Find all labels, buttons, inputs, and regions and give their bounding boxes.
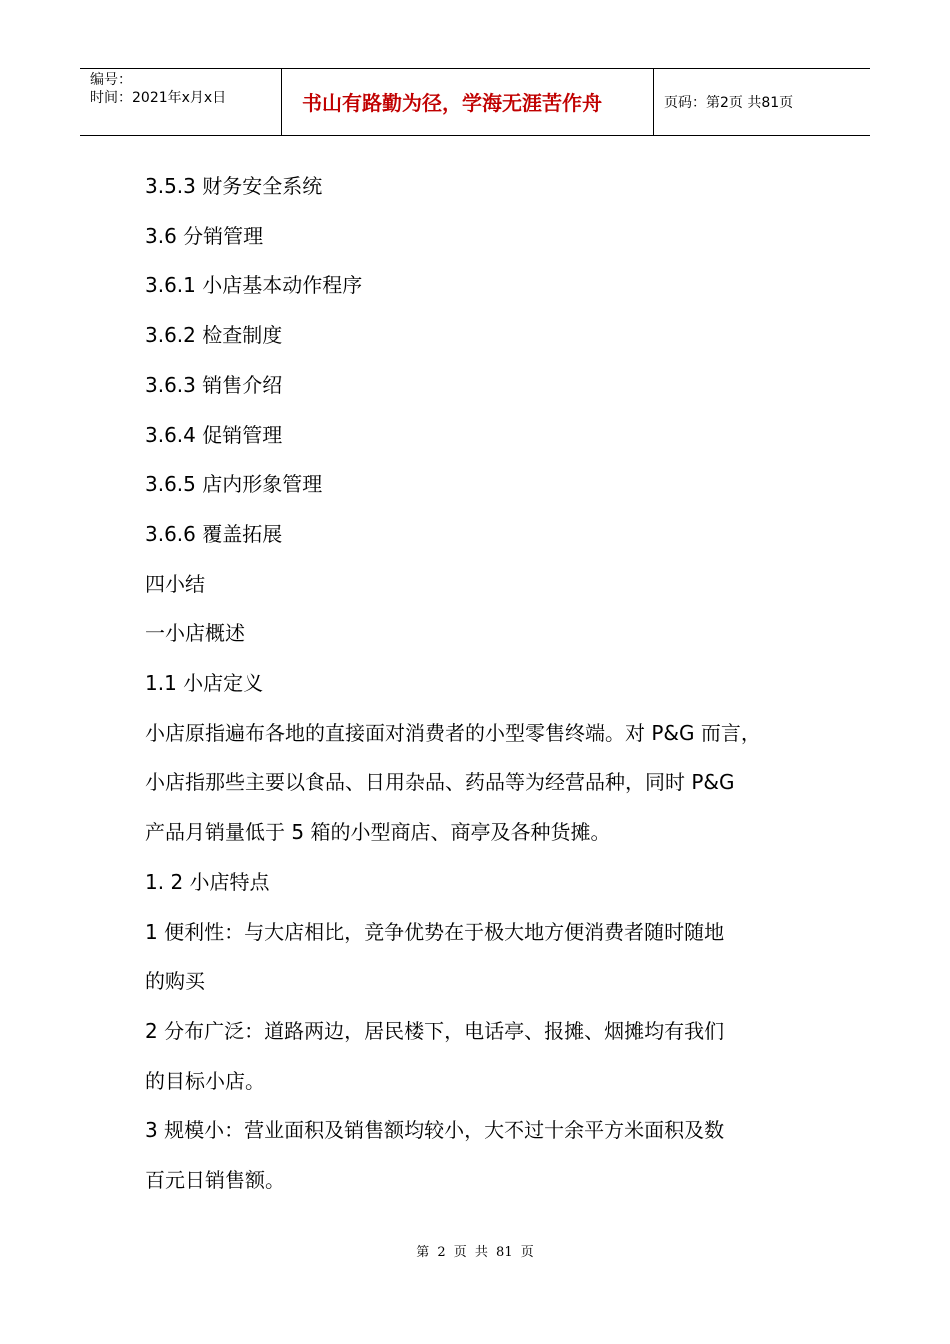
body-line: 3.6.6 覆盖拓展 <box>145 521 283 546</box>
body-line: 1 便利性：与大店相比，竞争优势在于极大地方便消费者随时随地 <box>145 919 725 944</box>
body-line: 3.6.5 店内形象管理 <box>145 472 323 497</box>
page-header <box>80 68 870 136</box>
body-line: 3.6.1 小店基本动作程序 <box>145 273 363 298</box>
page-footer: 第 2 页 共 81 页 <box>416 1245 534 1260</box>
header-motto: 书山有路勤为径，学海无涯苦作舟 <box>302 91 602 115</box>
document-body <box>145 162 825 1206</box>
body-line: 小店原指遍布各地的直接面对消费者的小型零售终端。对 P&G 而言， <box>145 720 761 745</box>
body-line: 1. 2 小店特点 <box>145 869 270 894</box>
body-line: 3 规模小：营业面积及销售额均较小，大不过十余平方米面积及数 <box>145 1118 725 1143</box>
document-time-label: 时间：2021年x月x日 <box>90 90 227 106</box>
body-line: 一小店概述 <box>145 621 245 646</box>
body-line: 2 分布广泛：道路两边，居民楼下，电话亭、报摊、烟摊均有我们 <box>145 1018 725 1043</box>
body-line: 3.6.2 检查制度 <box>145 323 283 348</box>
header-page-info: 页码：第2页 共81页 <box>664 95 794 111</box>
header-meta-cell <box>80 69 282 135</box>
body-line: 3.6.3 销售介绍 <box>145 372 283 397</box>
body-line: 的购买 <box>145 969 205 994</box>
body-line: 的目标小店。 <box>145 1068 265 1093</box>
body-line: 3.5.3 财务安全系统 <box>145 174 323 198</box>
body-line: 3.6.4 促销管理 <box>145 422 283 447</box>
body-line: 1.1 小店定义 <box>145 671 264 696</box>
body-line: 产品月销量低于 5 箱的小型商店、商亭及各种货摊。 <box>145 820 611 845</box>
document-number-label: 编号： <box>90 72 132 88</box>
header-motto-cell <box>282 69 654 135</box>
body-line: 3.6 分销管理 <box>145 223 264 248</box>
body-line: 百元日销售额。 <box>145 1168 285 1193</box>
body-line: 小店指那些主要以食品、日用杂品、药品等为经营品种，同时 P&G <box>145 770 735 795</box>
body-line: 四小结 <box>145 571 205 596</box>
